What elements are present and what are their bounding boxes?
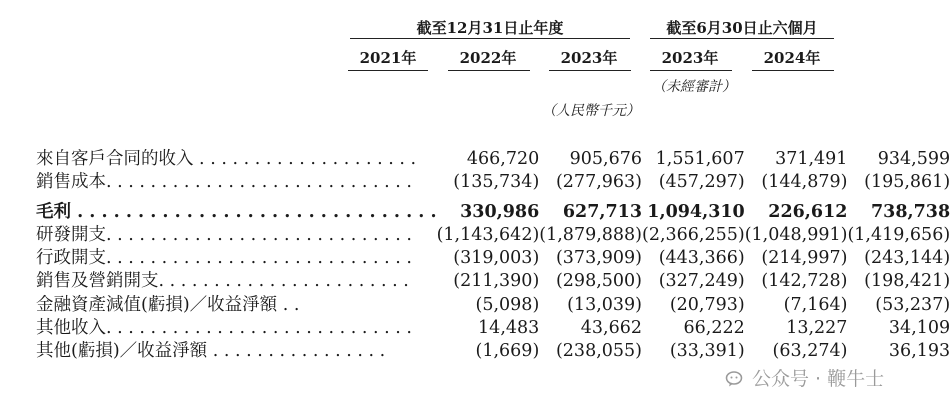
row-label: 銷售成本. . . . . . . . . . . . . . . . . . . . . . . . . . . . [36, 172, 412, 193]
table-row [36, 224, 950, 247]
value-cell: 14,483 [478, 318, 540, 339]
header-interim-rule [650, 38, 834, 39]
value-cell: 330,986 [460, 201, 540, 222]
value-cell: (1,048,991) [744, 224, 848, 245]
value-cell: (13,039) [567, 294, 642, 315]
value-cell: 43,662 [580, 318, 642, 339]
value-cell: (1,669) [475, 341, 540, 362]
value-cell: (238,055) [555, 341, 642, 362]
value-cell: 738,738 [871, 201, 950, 222]
year-2022: 2022年 [459, 49, 517, 67]
row-label: 行政開支. . . . . . . . . . . . . . . . . . . . . . . . . . . . [36, 248, 412, 269]
value-cell: (20,793) [669, 294, 745, 315]
value-cell: (243,144) [864, 248, 950, 269]
unaudited-note: （未經審計） [652, 79, 736, 95]
row-label: 研發開支. . . . . . . . . . . . . . . . . . . . . . . . . . . . [36, 224, 412, 245]
year-2024-interim-rule [752, 70, 834, 71]
year-2024-interim: 2024年 [763, 49, 821, 67]
value-cell: (33,391) [669, 341, 745, 362]
year-2021-rule [348, 70, 428, 71]
value-cell: (443,366) [658, 248, 745, 269]
row-label: 來自客戶合同的收入 . . . . . . . . . . . . . . . . . . . . [36, 149, 417, 169]
value-cell: (1,143,642) [436, 224, 540, 245]
value-cell: (1,879,888) [539, 224, 642, 245]
value-cell: (63,274) [772, 341, 848, 362]
value-cell: 226,612 [768, 201, 848, 222]
value-cell: 1,094,310 [647, 201, 745, 222]
year-2023-rule [549, 70, 631, 71]
value-cell: 66,222 [683, 318, 745, 339]
year-2023-interim-rule [650, 70, 732, 71]
value-cell: (211,390) [453, 271, 540, 292]
row-label: 其他(虧損)／收益淨額 . . . . . . . . . . . . . . . . [36, 341, 386, 362]
value-cell: 905,676 [569, 149, 642, 169]
value-cell: (214,997) [761, 248, 848, 269]
value-cell: (144,879) [761, 172, 848, 193]
value-cell: (53,237) [875, 294, 950, 315]
table-row [36, 294, 950, 317]
year-2023: 2023年 [560, 49, 618, 67]
value-cell: (298,500) [555, 271, 642, 292]
value-cell: (373,909) [555, 248, 642, 269]
value-cell: 371,491 [775, 149, 848, 169]
value-cell: (327,249) [658, 271, 745, 292]
row-label: 銷售及營銷開支. . . . . . . . . . . . . . . . . . . . . . . [36, 271, 409, 292]
header-annual-rule [350, 38, 630, 39]
value-cell: (5,098) [475, 294, 540, 315]
value-cell: (195,861) [864, 172, 950, 193]
table-row [36, 340, 950, 363]
year-2022-rule [448, 70, 530, 71]
year-2023-interim: 2023年 [661, 49, 719, 67]
value-cell: (198,421) [864, 271, 950, 292]
value-cell: 466,720 [466, 149, 540, 169]
wechat-bubble-icon [726, 371, 746, 387]
header-annual-period: 截至12月31日止年度 [416, 19, 564, 37]
value-cell: 627,713 [562, 201, 642, 222]
value-cell: (319,003) [453, 248, 540, 269]
value-cell: (7,164) [783, 294, 848, 315]
table-row [36, 148, 950, 171]
table-row [36, 171, 950, 194]
row-label: 金融資產減值(虧損)／收益淨額 . . [36, 294, 300, 315]
row-label: 毛利 . . . . . . . . . . . . . . . . . . . . . . . . . . . . . . [36, 201, 437, 222]
watermark [722, 364, 888, 391]
value-cell: (457,297) [658, 172, 745, 193]
table-row [36, 317, 950, 340]
row-label: 其他收入. . . . . . . . . . . . . . . . . . . . . . . . . . . . [36, 318, 412, 339]
table-row [36, 247, 950, 270]
value-cell: 34,109 [888, 318, 950, 339]
value-cell: 13,227 [786, 318, 848, 339]
table-row-gross-profit [36, 201, 950, 224]
currency-note: （人民幣千元） [542, 103, 640, 119]
value-cell: 1,551,607 [655, 149, 745, 169]
value-cell: 36,193 [888, 341, 950, 362]
value-cell: (142,728) [761, 271, 848, 292]
year-2021: 2021年 [359, 49, 417, 67]
value-cell: (135,734) [453, 172, 540, 193]
value-cell: 934,599 [877, 149, 950, 169]
table-row [36, 270, 950, 293]
value-cell: (2,366,255) [642, 224, 745, 245]
value-cell: (1,419,656) [847, 224, 950, 245]
value-cell: (277,963) [555, 172, 642, 193]
income-statement-table [36, 148, 950, 364]
header-interim-period: 截至6月30日止六個月 [666, 19, 818, 37]
watermark-text: 公众号 · 鞭牛士 [752, 368, 885, 390]
